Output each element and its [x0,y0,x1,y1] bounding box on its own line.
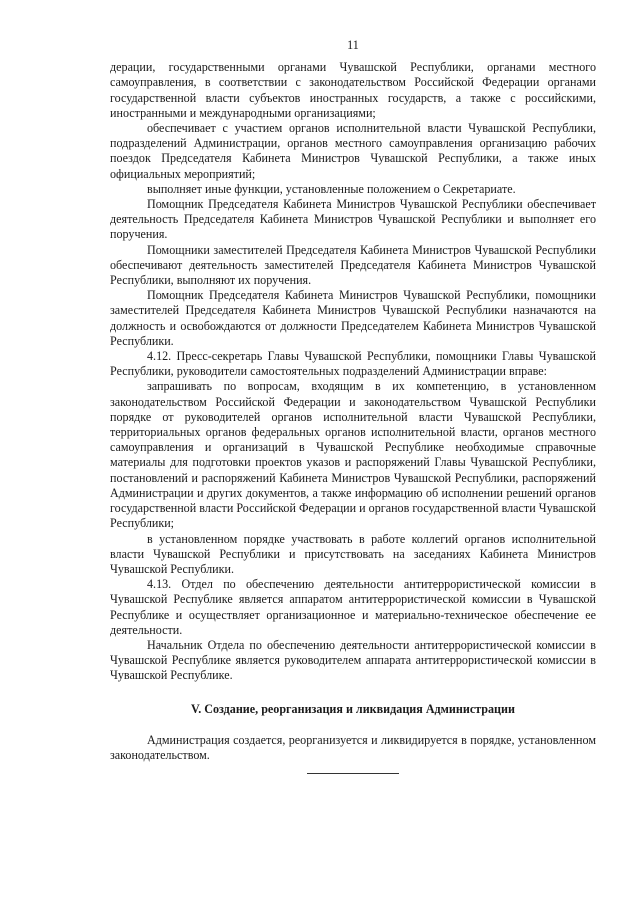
paragraph: обеспечивает с участием органов исполнительной власти Чувашской Республики, подразделений Администрации, органов местного самоуправления организацию рабочих поездок Председателя Кабинета Министров Чувашской Республики, а также иных официальных мероприятий; [110,121,596,181]
paragraph: 4.13. Отдел по обеспечению деятельности антитеррористической комиссии в Чувашской Республике является аппаратом антитеррористической комиссии в Чувашской Республике и осуществляет организационное и материально-техническое обеспечение ее деятельности. [110,577,596,637]
paragraph: Помощник Председателя Кабинета Министров Чувашской Республики обеспечивает деятельность Председателя Кабинета Министров Чувашской Республики и выполняет его поручения. [110,197,596,242]
paragraph: Помощник Председателя Кабинета Министров Чувашской Республики, помощники заместителей Председателя Кабинета Министров Чувашской Республики назначаются на должность и освобождаются от должности Председателем Кабинета Министров Чувашской Республики. [110,288,596,348]
paragraph: Помощники заместителей Председателя Кабинета Министров Чувашской Республики обеспечивают деятельность заместителей Председателя Кабинета Министров Чувашской Республики, выполняют их поручения. [110,242,596,288]
paragraph: выполняет иные функции, установленные положением о Секретариате. [147,181,516,196]
document-page [110,38,596,774]
page-number: 11 [347,38,359,52]
paragraph: Начальник Отдела по обеспечению деятельности антитеррористической комиссии в Чувашской Республике является руководителем аппарата антитеррористической комиссии в Чувашской Республике. [110,637,596,683]
paragraph: Администрация создается, реорганизуется и ликвидируется в порядке, установленном законодательством. [110,732,596,762]
paragraph: дерации, государственными органами Чувашской Республики, органами местного самоуправления, в соответствии с законодательством Российской Федерации органами государственной власти субъектов иностранных государств, а также с российскими, иностранными и международными организациями; [110,60,596,120]
closing-divider [307,773,399,774]
paragraph: 4.12. Пресс-секретарь Главы Чувашской Республики, помощники Главы Чувашской Республики, руководители самостоятельных подразделений Администрации вправе: [110,349,596,379]
section-heading: V. Создание, реорганизация и ликвидация Администрации [191,701,515,716]
paragraph: запрашивать по вопросам, входящим в их компетенцию, в установленном законодательством Российской Федерации и законодательством Чувашской Республики порядке от руководителей органов исполнительной власти Чувашской Республики, территориальных органов федеральных органов исполнительной власти, органов местного самоуправления и организаций в Чувашской Республике необходимые справочные материалы для подготовки проектов указов и распоряжений Главы Чувашской Республики, постановлений и распоряжений Кабинета Министров Чувашской Республики, распоряжений Администрации и других документов, а также информацию об исполнении решений органов государственной власти Российской Федерации и органов государственной власти Чувашской Республики; [110,379,596,531]
paragraph: в установленном порядке участвовать в работе коллегий органов исполнительной власти Чувашской Республики и присутствовать на заседаниях Кабинета Министров Чувашской Республики. [110,531,596,576]
